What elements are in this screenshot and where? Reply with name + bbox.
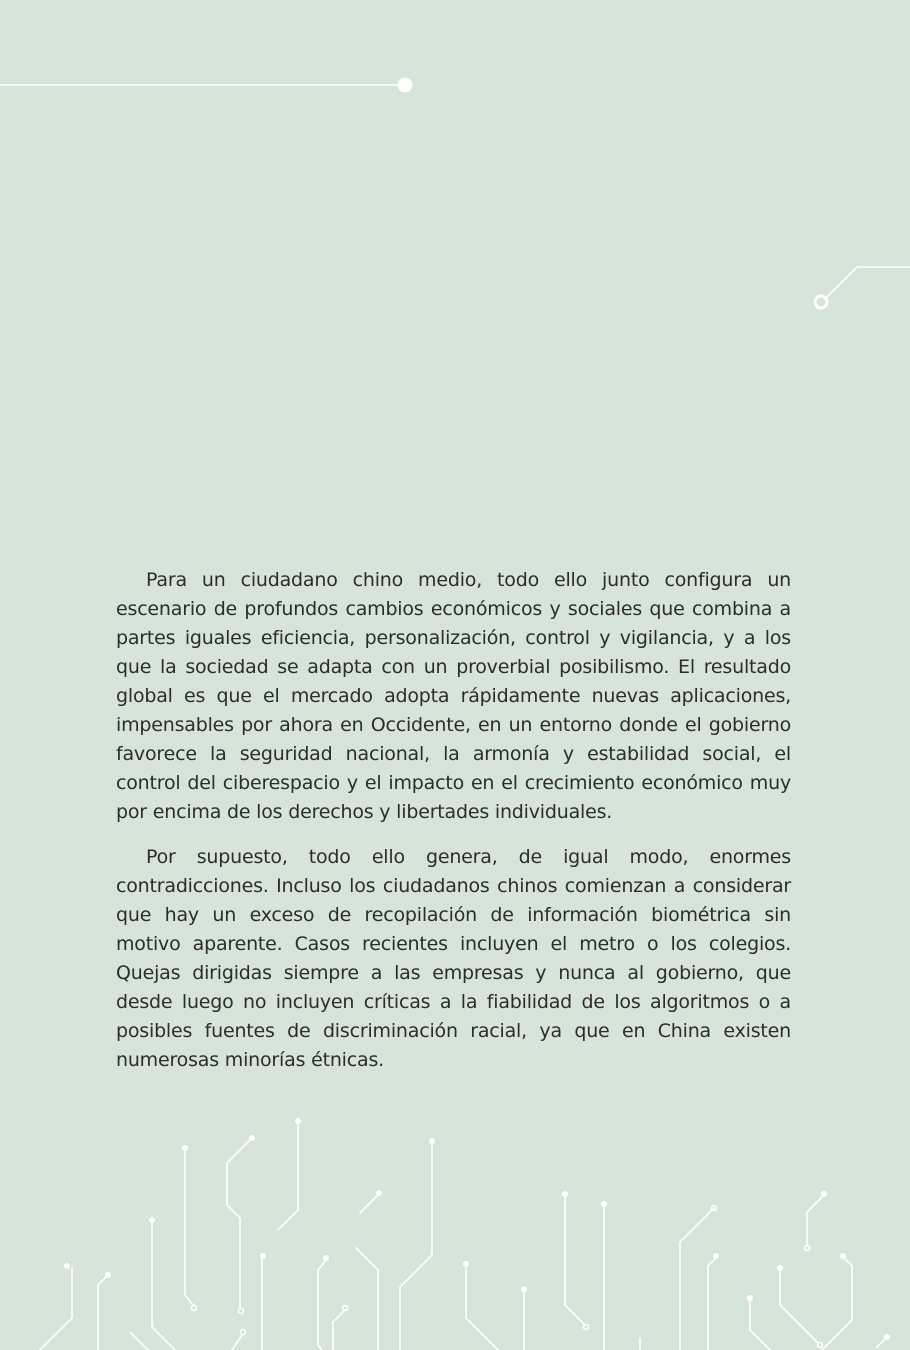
paragraph-1: Para un ciudadano chino medio, todo ello junto configura un escenario de profundos cambios económicos y sociales que combina a partes iguales eficiencia, personalización, control y vigilancia, y a los que la sociedad se adapta con un proverbial posibilismo. El resultado global es que el mercado adopta rápidamente nuevas aplicaciones, impensables por ahora en Occidente, en un entorno donde el gobierno favorece la seguridad nacional, la armonía y estabilidad social, el control del ciberespacio y el impacto en el crecimiento económico muy por encima de los derechos y libertades individuales. — [116, 569, 791, 823]
paragraph-2: Por supuesto, todo ello genera, de igual modo, enormes contradicciones. Incluso los ciudadanos chinos comienzan a considerar que hay un exceso de recopilación de información biométrica sin motivo aparente. Casos recientes incluyen el metro o los colegios. Quejas dirigidas siempre a las empresas y nunca al gobierno, que desde luego no incluyen críticas a la fiabilidad de los algoritmos o a posibles fuentes de discriminación racial, ya que en China existen numerosas minorías étnicas. — [116, 846, 791, 1071]
body-text — [116, 566, 791, 1091]
